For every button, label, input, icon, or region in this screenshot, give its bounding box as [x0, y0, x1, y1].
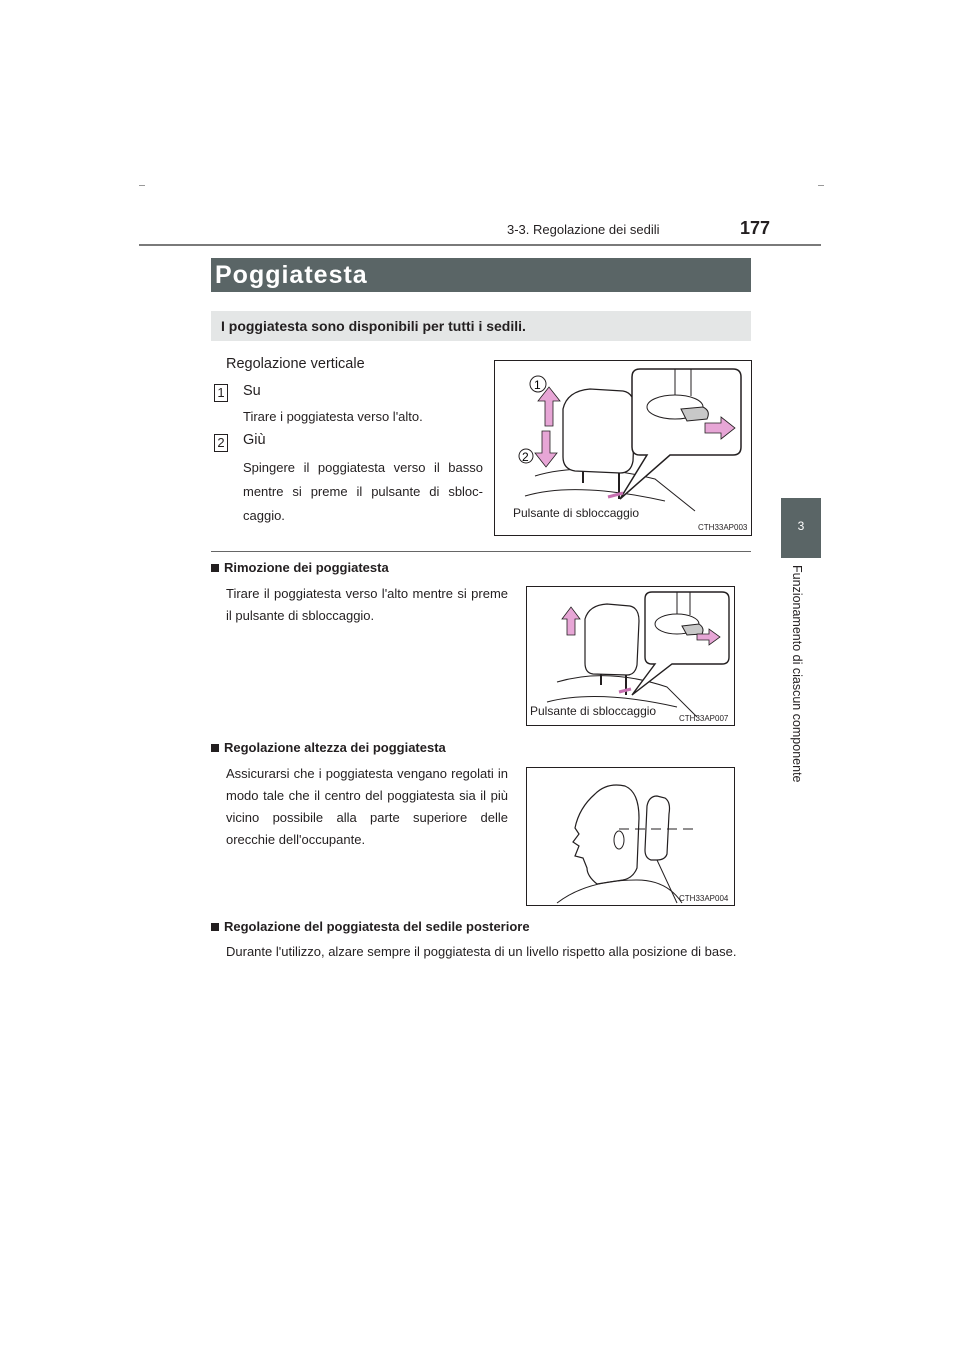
bullet-square-icon: [211, 923, 219, 931]
page-title: Poggiatesta: [215, 261, 368, 289]
vertical-heading: Regolazione verticale: [226, 356, 365, 372]
figure-code: CTH33AP003: [698, 523, 748, 532]
item-number: 1: [214, 384, 228, 402]
section-heading: Regolazione altezza dei poggiatesta: [211, 740, 446, 755]
page-number: 177: [740, 218, 771, 238]
crop-mark: [139, 185, 145, 186]
item-text: Spingere il poggiatesta verso il basso mentre si preme il pulsante di sbloc-caggio.: [243, 460, 483, 523]
intro-bar: [211, 311, 751, 341]
chapter-tab: 3: [781, 498, 821, 558]
chapter-title: Funzionamento di ciascun componente: [790, 565, 804, 783]
bullet-square-icon: [211, 564, 219, 572]
section-label: 3-3. Regolazione dei sedili: [507, 222, 660, 237]
item-text: Tirare i poggiatesta verso l'alto.: [243, 409, 423, 424]
removal-figure: [526, 586, 735, 726]
callout-2: 2: [522, 450, 529, 464]
release-button-label: Pulsante di sbloccaggio: [513, 506, 640, 520]
section-text: Tirare il poggiatesta verso l'alto mentre si preme il pulsante di sbloccaggio.: [226, 586, 508, 623]
item-label: Su: [243, 383, 261, 399]
title-bar: [211, 258, 751, 292]
crop-mark: [818, 185, 824, 186]
header-rule: [139, 244, 821, 246]
section-heading: Rimozione dei poggiatesta: [211, 560, 389, 575]
figure-code: CTH33AP004: [679, 894, 729, 903]
divider: [211, 551, 751, 552]
headrest-figure: [494, 360, 752, 536]
section-heading: Regolazione del poggiatesta del sedile posteriore: [211, 919, 530, 934]
height-illustration: [527, 768, 734, 905]
intro-text: I poggiatesta sono disponibili per tutti i sedili.: [221, 318, 526, 334]
height-figure: [526, 767, 735, 906]
item-number: 2: [214, 434, 228, 452]
release-button-label: Pulsante di sbloccaggio: [530, 704, 657, 718]
section-text: Assicurarsi che i poggiatesta vengano regolati in modo tale che il centro del poggiatesta sia il più vicino possibile alla parte superiore delle orecchie dell'occupante.: [226, 766, 508, 847]
figure-code: CTH33AP007: [679, 714, 729, 723]
callout-1: 1: [534, 378, 541, 392]
section-text: Durante l'utilizzo, alzare sempre il poggiatesta di un livello rispetto alla posizione di base.: [226, 944, 737, 959]
item-label: Giù: [243, 432, 266, 448]
bullet-square-icon: [211, 744, 219, 752]
